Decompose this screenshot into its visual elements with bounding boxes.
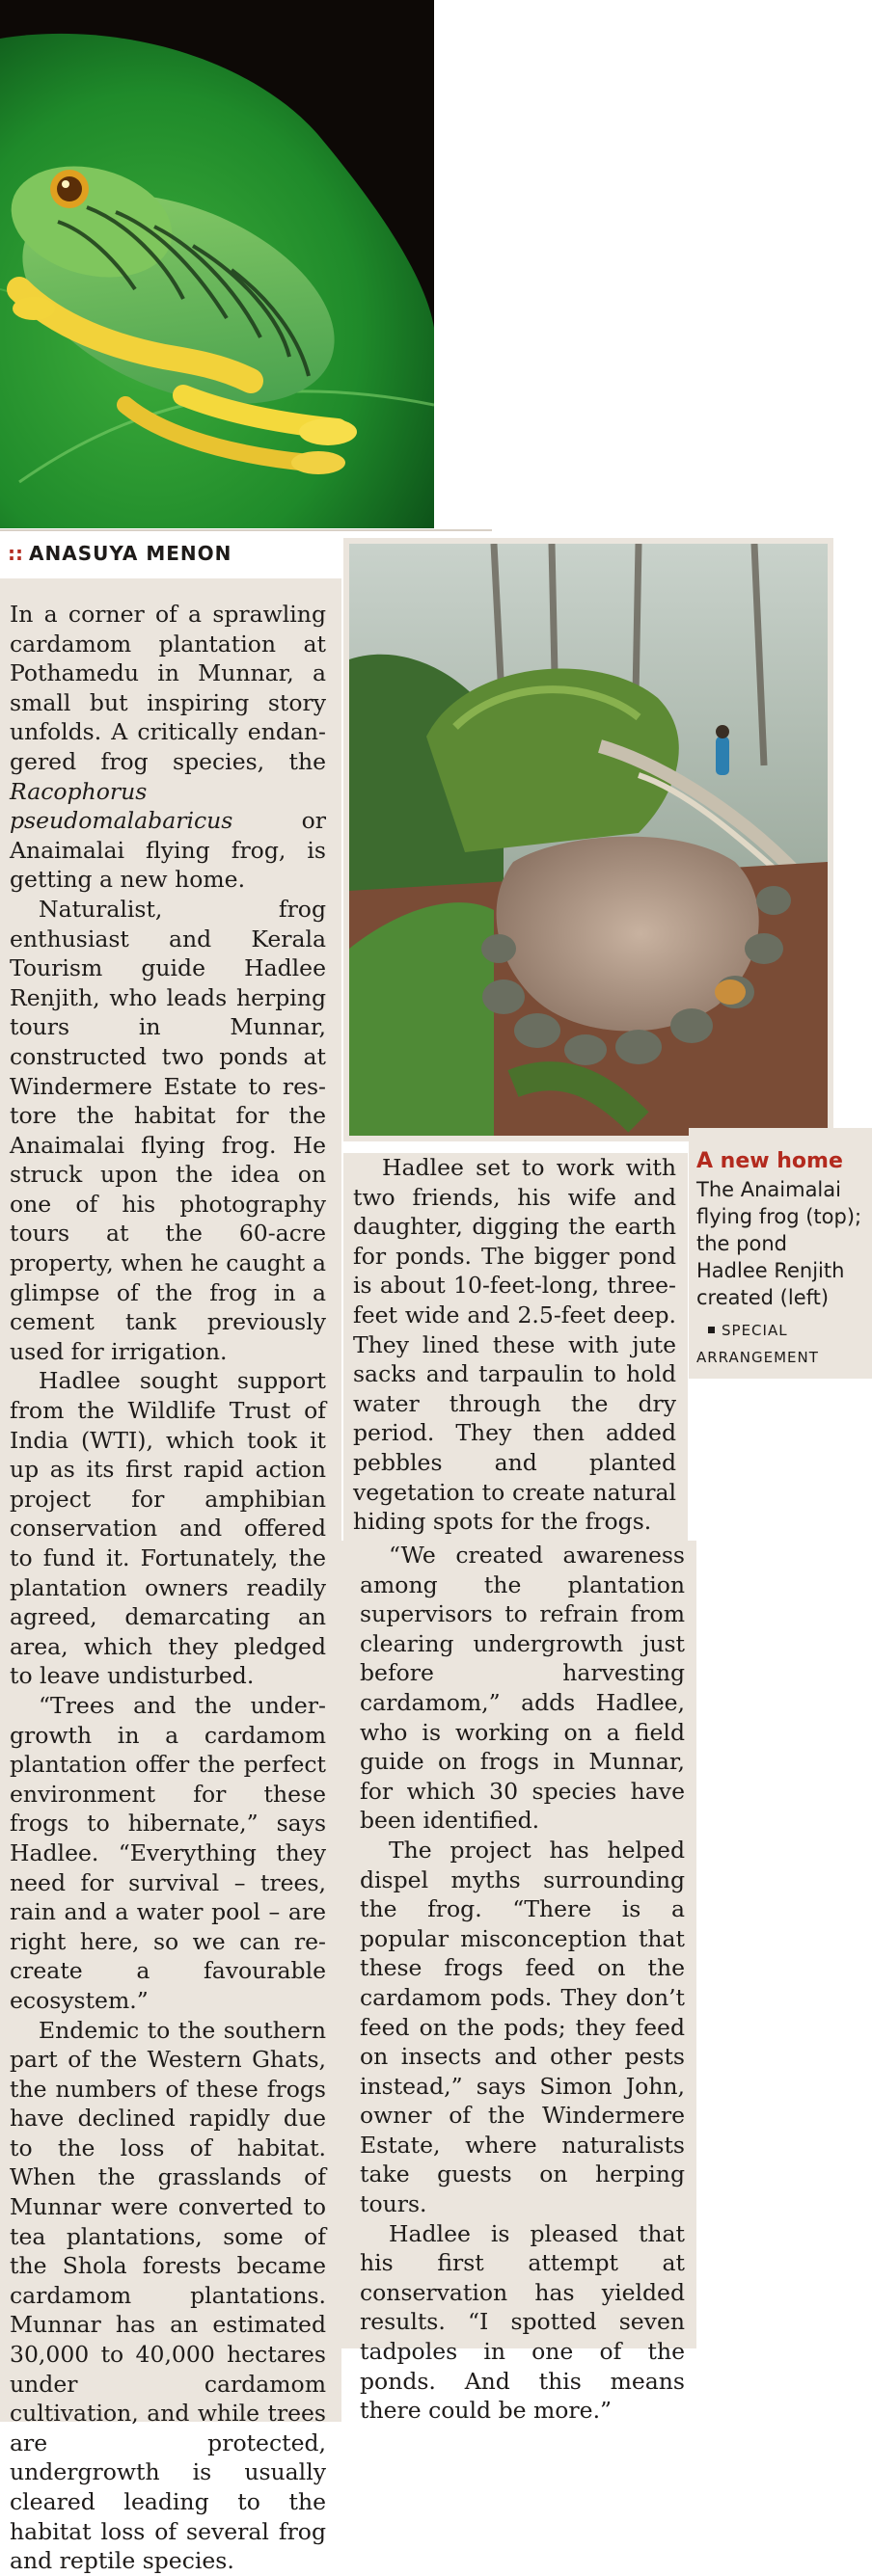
species-name: Racophorus pseudomalabaricus (10, 777, 233, 835)
paragraph: Endemic to the southern part of the Western Ghats, the numbers of these frogs have declined rapidly due to the loss of habitat. When the grasslands of Munnar were converted to tea plantations, some of the Shola forests became cardamom plantations. Munnar has an estimated 30,000 to 40,000 hectares under cardamom cultivation, and while trees are protected, undergrowth is usually cleared leading to the habitat loss of several frog and reptile species. (10, 2016, 326, 2575)
paragraph: “We created awareness among the plantation supervisors to refrain from clearing undergrowth just before harvesting cardamom,” adds Hadlee, who is working on a field guide on frogs in Munnar, for which 30 species have been identified. (360, 1542, 685, 1835)
caption-heading: A new home (696, 1149, 843, 1173)
paragraph: Hadlee set to work with two friends, his wife and daughter, digging the earth for ponds. The bigger pond is about 10-feet-long, three-feet wide and 2.5-feet deep. They lined these with jute sacks and tarpaulin to hold water through the dry period. They then added pebbles and planted vegetation to create natural hiding spots for the frogs. (353, 1154, 676, 1536)
caption-text: The Anaimalai flying frog (top); the pond Hadlee Renjith created (left) (696, 1178, 862, 1309)
article-column-2 (343, 1153, 688, 1541)
paragraph: Hadlee is pleased that his first attempt at conservation has yielded results. “I spotted seven tadpoles in one of the ponds. And this means there could be more.” (360, 2219, 685, 2425)
article-column-3 (338, 1541, 696, 2425)
credit-bullet-icon (708, 1327, 715, 1333)
byline (8, 542, 336, 565)
byline-marker: :: (8, 542, 23, 565)
paragraph: Hadlee sought support from the Wildlife Trust of India (WTI), which took it up as its first rapid action project for amphibian conservation and offered to fund it. Fortunately, the plantation owners readily agreed, demarcating an area, which they pledged to leave undisturbed. (10, 1367, 326, 1690)
frog-photo (0, 0, 434, 528)
paragraph: “Trees and the undergrowth in a cardamom plantation offer the perfect environment for these frogs to hibernate,” says Hadlee. “Everything they need for survival – trees, rain and a water pool – are right here, so we can re-create a favourable ecosystem.” (10, 1691, 326, 2014)
paragraph: The project has helped dispel myths surrounding the frog. “There is a popular misconception that these frogs feed on the cardamom pods. They don’t feed on the pods; they feed on insects and other pests instead,” says Simon John, owner of the Windermere Estate, where naturalists take guests on herping tours. (360, 1836, 685, 2218)
pond-photo (343, 538, 833, 1141)
photo-caption (689, 1128, 872, 1379)
paragraph: In a corner of a sprawling cardamom plantation at Pothamedu in Munnar, a small but inspiring story unfolds. A critically endangered frog species, the Racophorus pseudomalabaricus or Anaimalai flying frog, is getting a new home. (10, 601, 326, 894)
paragraph: Naturalist, frog enthusiast and Kerala Tourism guide Hadlee Renjith, who leads herping tours in Munnar, constructed two ponds at Windermere Estate to restore the habitat for the Anaimalai flying frog. He struck upon the idea on one of his photography tours at the 60-acre property, when he caught a glimpse of the frog in a cement tank previously used for irrigation. (10, 895, 326, 1365)
photo-credit: SPECIAL ARRANGEMENT (696, 1322, 819, 1366)
author-name: ANASUYA MENON (29, 542, 232, 565)
section-divider (0, 529, 492, 531)
article-column-1 (0, 578, 341, 2575)
